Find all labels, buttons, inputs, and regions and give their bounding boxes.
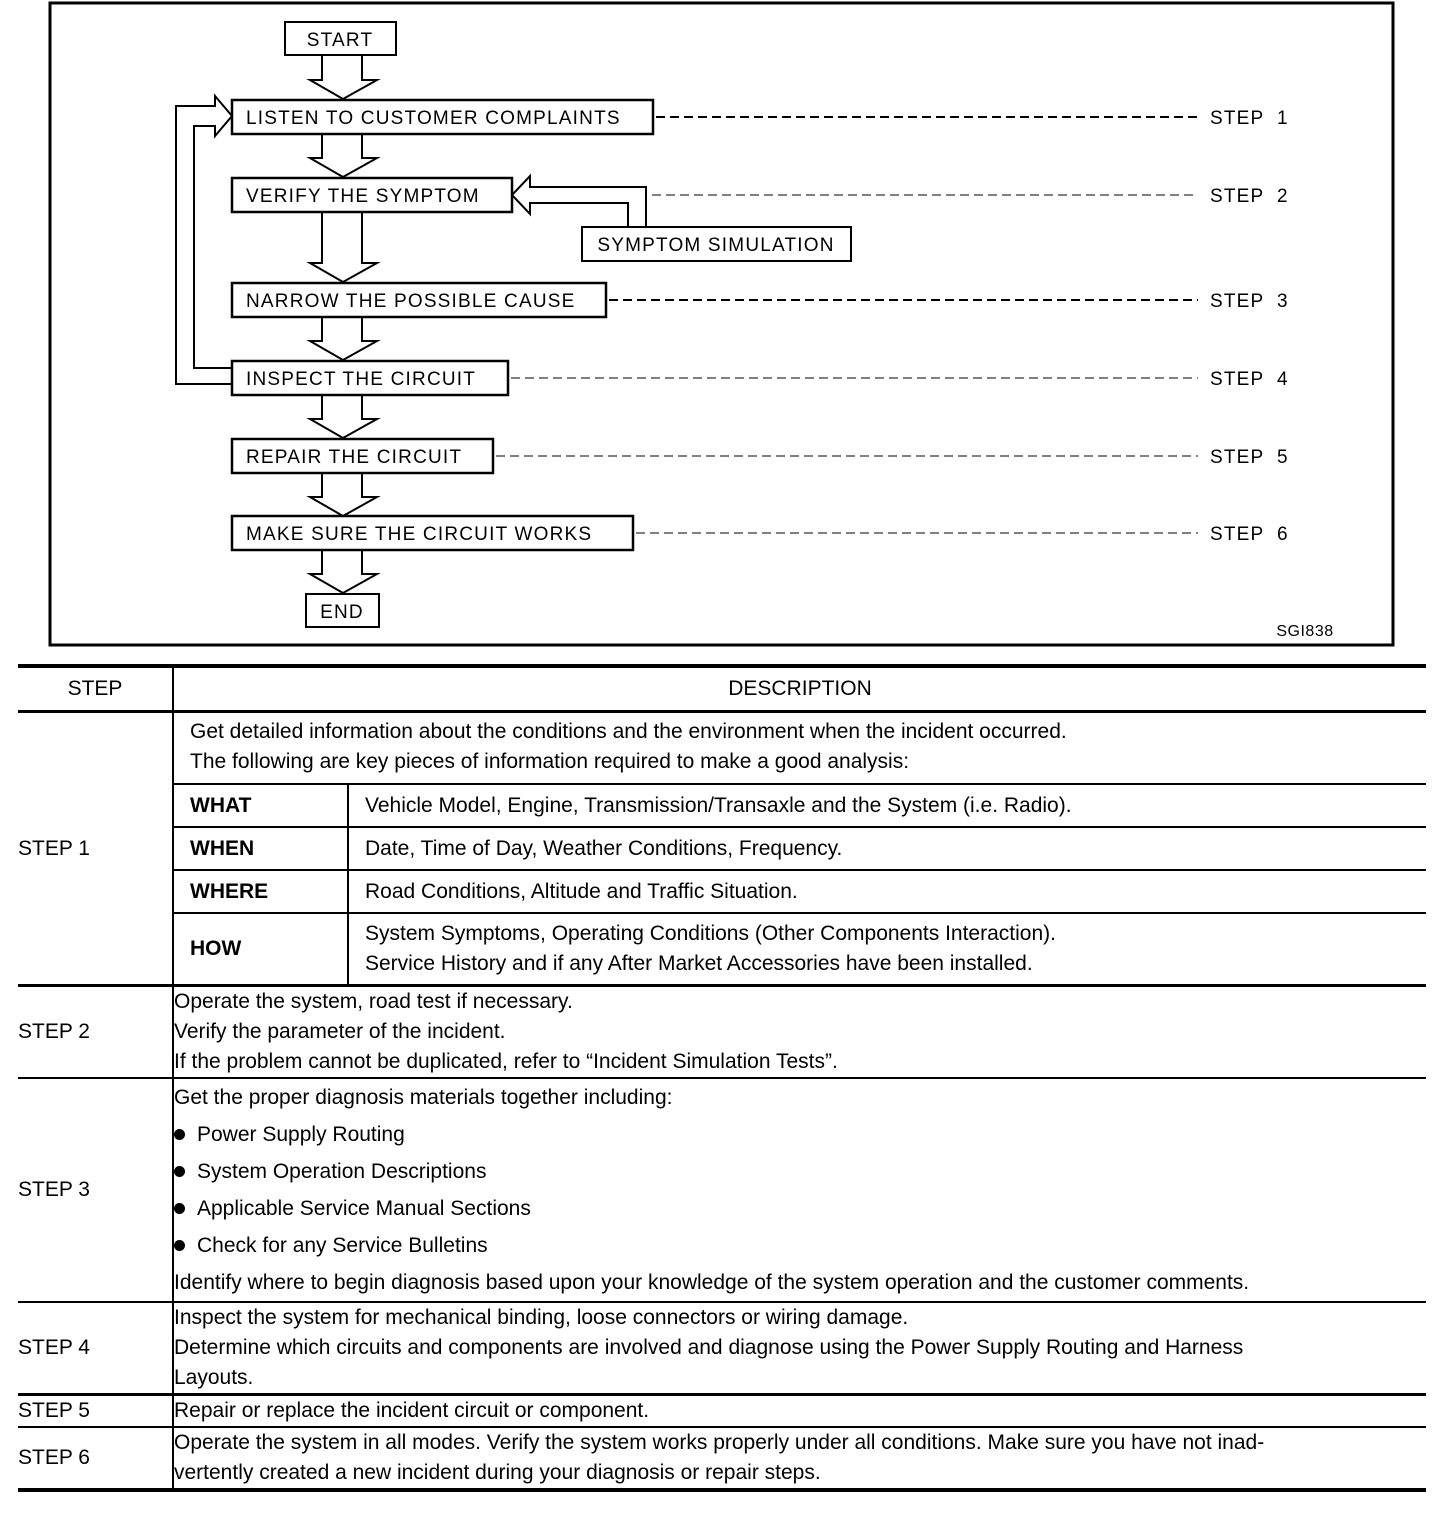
description-line: Repair or replace the incident circuit or component.	[174, 1399, 650, 1422]
bullet-icon	[174, 1240, 185, 1251]
symptom-simulation-node	[582, 227, 851, 261]
description-line: Operate the system in all modes. Verify the system works properly under all conditions. Make sure you have not inad-	[174, 1431, 1265, 1454]
description-line: vertently created a new incident during your diagnosis or repair steps.	[174, 1461, 821, 1484]
start-node	[285, 22, 396, 55]
description-line: Layouts.	[174, 1366, 254, 1389]
step-cell: STEP 5	[18, 1395, 173, 1428]
detail-value: Vehicle Model, Engine, Transmission/Transaxle and the System (i.e. Radio).	[365, 793, 1072, 817]
bullet-item	[174, 1190, 1426, 1227]
description-line: Identify where to begin diagnosis based upon your knowledge of the system operation and the customer comments.	[174, 1270, 1250, 1294]
header-description: DESCRIPTION	[173, 666, 1426, 712]
flow-step-5	[232, 439, 1289, 473]
detail-key: WHERE	[174, 870, 348, 913]
description-line: Get detailed information about the conditions and the environment when the incident occurred.	[190, 720, 1067, 743]
flow-step-label: VERIFY THE SYMPTOM	[246, 186, 480, 207]
flow-step-label: NARROW THE POSSIBLE CAUSE	[246, 291, 576, 312]
arrow-step6-to-end	[310, 550, 377, 593]
bullet-icon	[174, 1203, 185, 1214]
bullet-text: Power Supply Routing	[197, 1122, 405, 1146]
simulation-feedback-arrow	[512, 176, 646, 227]
step-cell: STEP 6	[18, 1427, 173, 1490]
flow-step-2	[232, 178, 1289, 212]
step-cell: STEP 2	[18, 986, 173, 1079]
bullet-text: Applicable Service Manual Sections	[197, 1196, 531, 1220]
bullet-icon	[174, 1166, 185, 1177]
step-cell: STEP 4	[18, 1302, 173, 1395]
flow-step-label: MAKE SURE THE CIRCUIT WORKS	[246, 524, 593, 545]
detail-row-when	[174, 827, 1426, 870]
bullet-text: System Operation Descriptions	[197, 1159, 487, 1183]
arrow-step2-to-step3	[310, 212, 377, 282]
flow-step-6	[232, 516, 1289, 550]
arrow-step3-to-step4	[310, 317, 377, 360]
step-number-label: STEP 6	[1210, 524, 1289, 545]
header-step: STEP	[18, 666, 173, 712]
flowchart-diagram	[0, 0, 1456, 660]
step1-details-table	[174, 783, 1426, 984]
table-row-step-2	[18, 986, 1426, 1079]
arrow-step5-to-step6	[310, 473, 377, 516]
steps-table	[18, 664, 1426, 1492]
step-cell: STEP 3	[18, 1078, 173, 1302]
description-line: Get the proper diagnosis materials together including:	[174, 1085, 673, 1109]
bullet-item	[174, 1116, 1426, 1153]
flow-step-1	[232, 100, 1289, 134]
flow-step-label: LISTEN TO CUSTOMER COMPLAINTS	[246, 108, 621, 129]
loop-back-arrow	[176, 96, 232, 384]
step-cell: STEP 1	[18, 712, 173, 986]
symptom-simulation-label: SYMPTOM SIMULATION	[597, 235, 835, 256]
end-node	[306, 594, 379, 627]
step-number-label: STEP 5	[1210, 447, 1289, 468]
step-number-label: STEP 2	[1210, 186, 1289, 207]
figure-code: SGI838	[1276, 623, 1334, 640]
flow-step-3	[232, 283, 1289, 317]
arrow-start-to-step1	[310, 56, 377, 99]
detail-row-how	[174, 913, 1426, 984]
table-row-step-4	[18, 1302, 1426, 1395]
step-number-label: STEP 4	[1210, 369, 1289, 390]
arrow-step1-to-step2	[310, 134, 377, 177]
description-line: Operate the system, road test if necessary.	[174, 990, 573, 1013]
description-line: If the problem cannot be duplicated, refer to “Incident Simulation Tests”.	[174, 1050, 838, 1073]
detail-row-where	[174, 870, 1426, 913]
detail-row-what	[174, 784, 1426, 827]
bullet-item	[174, 1227, 1426, 1264]
detail-value: System Symptoms, Operating Conditions (Other Components Interaction).	[365, 922, 1056, 945]
start-label: START	[306, 30, 374, 51]
detail-value: Service History and if any After Market Accessories have been installed.	[365, 952, 1033, 975]
flow-step-label: REPAIR THE CIRCUIT	[246, 447, 463, 468]
end-label: END	[320, 602, 364, 623]
detail-value: Date, Time of Day, Weather Conditions, Frequency.	[365, 836, 843, 860]
detail-value: Road Conditions, Altitude and Traffic Situation.	[365, 879, 798, 903]
table-row-step-1	[18, 712, 1426, 986]
description-line: Determine which circuits and components are involved and diagnose using the Power Supply Routing and Harness	[174, 1336, 1244, 1359]
detail-key: HOW	[174, 913, 348, 984]
table-row-step-6	[18, 1427, 1426, 1490]
description-line: The following are key pieces of information required to make a good analysis:	[190, 750, 910, 773]
detail-key: WHAT	[174, 784, 348, 827]
step-number-label: STEP 3	[1210, 291, 1289, 312]
table-row-step-5	[18, 1395, 1426, 1428]
flow-step-4	[232, 361, 1289, 395]
step-number-label: STEP 1	[1210, 108, 1289, 129]
arrow-step4-to-step5	[310, 395, 377, 438]
bullet-icon	[174, 1129, 185, 1140]
description-line: Inspect the system for mechanical binding, loose connectors or wiring damage.	[174, 1306, 909, 1329]
table-row-step-3	[18, 1078, 1426, 1302]
flow-step-label: INSPECT THE CIRCUIT	[246, 369, 477, 390]
description-line: Verify the parameter of the incident.	[174, 1020, 506, 1043]
bullet-text: Check for any Service Bulletins	[197, 1233, 488, 1257]
detail-key: WHEN	[174, 827, 348, 870]
bullet-item	[174, 1153, 1426, 1190]
